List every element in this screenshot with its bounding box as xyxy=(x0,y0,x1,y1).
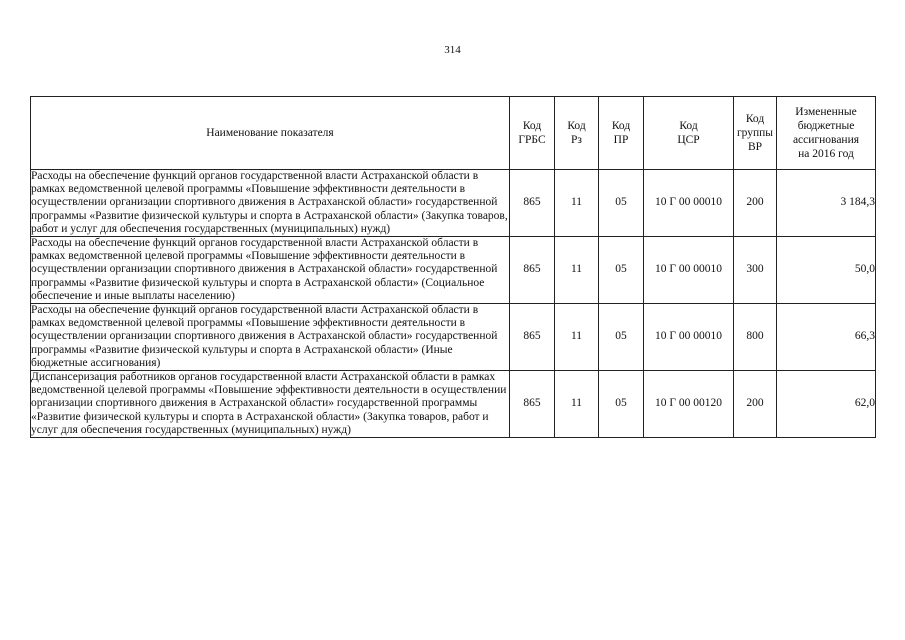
table-row xyxy=(31,304,876,371)
row-csr: 10 Г 00 00010 xyxy=(644,170,734,237)
row-amount: 62,0 xyxy=(777,371,876,438)
row-grbs: 865 xyxy=(510,237,555,304)
table-header xyxy=(31,97,876,170)
header-grbs-text: Код ГРБС xyxy=(518,120,546,146)
header-pr xyxy=(599,97,644,170)
row-vr: 200 xyxy=(734,371,777,438)
row-rz: 11 xyxy=(555,304,599,371)
table-row xyxy=(31,237,876,304)
row-csr: 10 Г 00 00010 xyxy=(644,304,734,371)
row-amount: 50,0 xyxy=(777,237,876,304)
row-rz: 11 xyxy=(555,371,599,438)
header-row xyxy=(31,97,876,170)
budget-table xyxy=(30,96,876,438)
table-body xyxy=(31,170,876,438)
row-pr: 05 xyxy=(599,237,644,304)
row-pr: 05 xyxy=(599,304,644,371)
row-grbs: 865 xyxy=(510,170,555,237)
row-csr: 10 Г 00 00010 xyxy=(644,237,734,304)
row-grbs: 865 xyxy=(510,304,555,371)
header-csr-text: Код ЦСР xyxy=(677,120,700,146)
table-row xyxy=(31,371,876,438)
page-number: 314 xyxy=(444,44,461,56)
header-vr-text: Код группы ВР xyxy=(736,113,774,153)
header-amount-text: Измененные бюджетные ассигнования на 2016 год xyxy=(792,106,860,160)
header-name xyxy=(31,97,510,170)
header-pr-text: Код ПР xyxy=(611,120,631,146)
row-amount: 3 184,3 xyxy=(777,170,876,237)
header-name-text: Наименование показателя xyxy=(206,127,334,139)
row-name: Расходы на обеспечение функций органов государственной власти Астраханской области в рамках ведомственной целевой программы «Повышение эффективности деятельности в осуществлении организации спортивного движения в Астраханской области» государственной программы «Развитие физической культуры и спорта в Астраханской области» (Закупка товаров, работ и услуг для обеспечения государственных (муниципальных) нужд) xyxy=(31,170,508,235)
row-csr: 10 Г 00 00120 xyxy=(644,371,734,438)
row-name: Диспансеризация работников органов государственной власти Астраханской области в рамках ведомственной целевой программы «Повышение эффективности деятельности в осуществлении организации спортивного движения в Астраханской области» государственной программы «Развитие физической культуры и спорта в Астраханской области» (Закупка товаров, работ и услуг для обеспечения государственных (муниципальных) нужд) xyxy=(31,371,510,438)
table-row xyxy=(31,170,876,237)
row-rz: 11 xyxy=(555,237,599,304)
row-vr: 800 xyxy=(734,304,777,371)
row-amount: 66,3 xyxy=(777,304,876,371)
row-vr: 300 xyxy=(734,237,777,304)
header-vr xyxy=(734,97,777,170)
header-csr xyxy=(644,97,734,170)
row-rz: 11 xyxy=(555,170,599,237)
row-pr: 05 xyxy=(599,371,644,438)
header-amount xyxy=(777,97,876,170)
row-grbs: 865 xyxy=(510,371,555,438)
header-rz xyxy=(555,97,599,170)
row-name: Расходы на обеспечение функций органов государственной власти Астраханской области в рамках ведомственной целевой программы «Повышение эффективности деятельности в осуществлении организации спортивного движения в Астраханской области» государственной программы «Развитие физической культуры и спорта в Астраханской области» (Иные бюджетные ассигнования) xyxy=(31,304,510,371)
row-name: Расходы на обеспечение функций органов государственной власти Астраханской области в рамках ведомственной целевой программы «Повышение эффективности деятельности в осуществлении организации спортивного движения в Астраханской области» государственной программы «Развитие физической культуры и спорта в Астраханской области» (Социальное обеспечение и иные выплаты населению) xyxy=(31,237,510,304)
row-pr: 05 xyxy=(599,170,644,237)
header-rz-text: Код Рз xyxy=(567,120,586,146)
row-vr: 200 xyxy=(734,170,777,237)
header-grbs xyxy=(510,97,555,170)
